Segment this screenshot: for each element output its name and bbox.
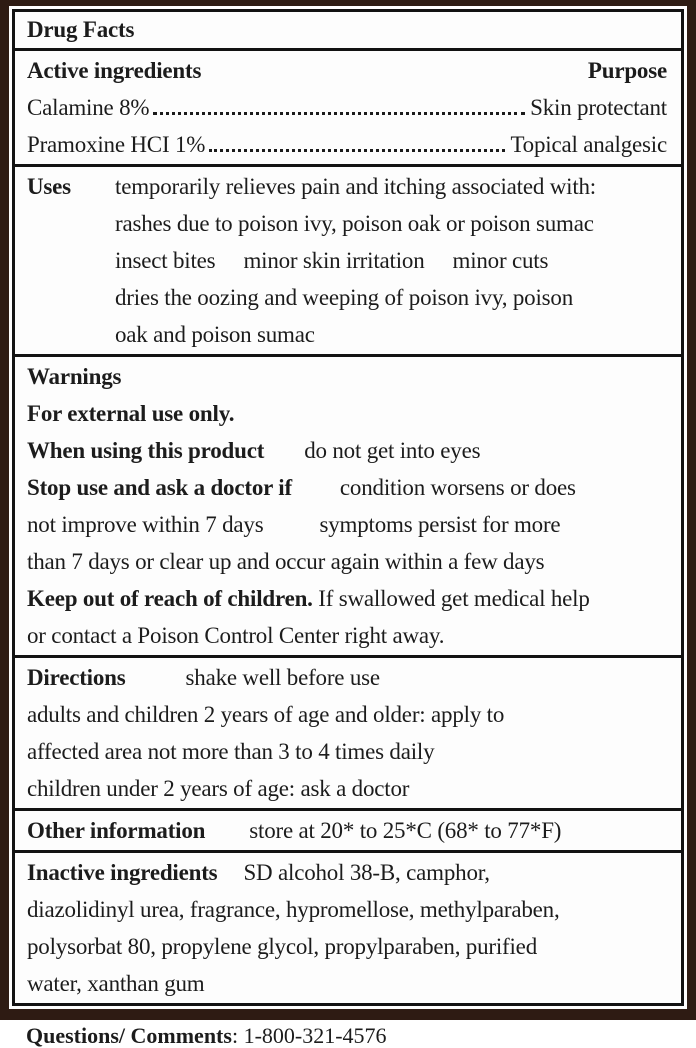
active-ingredients-section bbox=[12, 48, 684, 167]
uses-section bbox=[12, 164, 684, 357]
ingredient-row bbox=[27, 89, 667, 126]
directions-intro: shake well before use bbox=[185, 665, 380, 690]
questions-comments-line bbox=[0, 1020, 696, 1048]
questions-comments-label: Questions/ Comments bbox=[26, 1023, 232, 1048]
ingredient-name: Pramoxine HCI 1% bbox=[27, 132, 206, 157]
questions-comments-phone: : 1-800-321-4576 bbox=[231, 1023, 387, 1048]
uses-item: minor cuts bbox=[452, 248, 549, 273]
warnings-line: than 7 days or clear up and occur again within a few days bbox=[27, 549, 545, 574]
inactive-line: SD alcohol 38-B, camphor, bbox=[243, 860, 490, 885]
dot-leader bbox=[153, 112, 525, 115]
uses-body bbox=[115, 168, 667, 353]
ingredient-name: Calamine 8% bbox=[27, 95, 150, 120]
keep-out-line bbox=[27, 580, 667, 617]
uses-heading: Uses bbox=[27, 174, 71, 199]
dot-leader bbox=[209, 149, 505, 152]
ingredient-purpose: Topical analgesic bbox=[510, 132, 667, 157]
uses-line: temporarily relieves pain and itching associated with: bbox=[115, 174, 596, 199]
uses-block bbox=[27, 168, 667, 353]
drug-facts-header bbox=[12, 9, 684, 51]
active-ingredients-header-row bbox=[27, 52, 667, 89]
label-inner bbox=[9, 6, 687, 1009]
warnings-text: not improve within 7 days bbox=[27, 512, 264, 537]
uses-line bbox=[115, 242, 667, 279]
ingredient-purpose: Skin protectant bbox=[530, 95, 667, 120]
stop-use-text: condition worsens or does bbox=[339, 475, 576, 500]
inactive-line: polysorbat 80, propylene glycol, propylparaben, purified bbox=[27, 934, 537, 959]
other-information-section bbox=[12, 808, 684, 853]
other-information-text: store at 20* to 25*C (68* to 77*F) bbox=[249, 818, 562, 843]
directions-header-line bbox=[27, 659, 667, 696]
purpose-heading: Purpose bbox=[587, 58, 667, 83]
warnings-heading: Warnings bbox=[27, 364, 122, 389]
when-using-text: do not get into eyes bbox=[304, 438, 481, 463]
stop-use-label: Stop use and ask a doctor if bbox=[27, 475, 292, 500]
ingredient-row bbox=[27, 126, 667, 163]
external-use-line: For external use only. bbox=[27, 401, 235, 426]
other-information-heading: Other information bbox=[27, 818, 206, 843]
inactive-header-line bbox=[27, 854, 667, 891]
inactive-line: diazolidinyl urea, fragrance, hypromellose, methylparaben, bbox=[27, 897, 560, 922]
when-using-label: When using this product bbox=[27, 438, 265, 463]
uses-line: rashes due to poison ivy, poison oak or poison sumac bbox=[115, 211, 594, 236]
stop-use-line bbox=[27, 469, 667, 506]
uses-item: minor skin irritation bbox=[243, 248, 425, 273]
warnings-line bbox=[27, 506, 667, 543]
keep-out-label: Keep out of reach of children. bbox=[27, 586, 313, 611]
warnings-section bbox=[12, 354, 684, 658]
uses-line: oak and poison sumac bbox=[115, 322, 315, 347]
directions-line: adults and children 2 years of age and older: apply to bbox=[27, 702, 505, 727]
inactive-line: water, xanthan gum bbox=[27, 971, 205, 996]
warnings-text: symptoms persist for more bbox=[319, 512, 561, 537]
warnings-line: or contact a Poison Control Center right away. bbox=[27, 623, 445, 648]
uses-item: insect bites bbox=[115, 248, 216, 273]
drug-facts-title: Drug Facts bbox=[27, 17, 135, 42]
directions-heading: Directions bbox=[27, 665, 126, 690]
active-ingredients-heading: Active ingredients bbox=[27, 58, 202, 83]
inactive-ingredients-heading: Inactive ingredients bbox=[27, 860, 218, 885]
when-using-line bbox=[27, 432, 667, 469]
directions-section bbox=[12, 655, 684, 811]
uses-line: dries the oozing and weeping of poison ivy, poison bbox=[115, 285, 574, 310]
directions-line: affected area not more than 3 to 4 times daily bbox=[27, 739, 435, 764]
inactive-ingredients-section bbox=[12, 850, 684, 1006]
directions-line: children under 2 years of age: ask a doctor bbox=[27, 776, 410, 801]
keep-out-text: If swallowed get medical help bbox=[318, 586, 590, 611]
